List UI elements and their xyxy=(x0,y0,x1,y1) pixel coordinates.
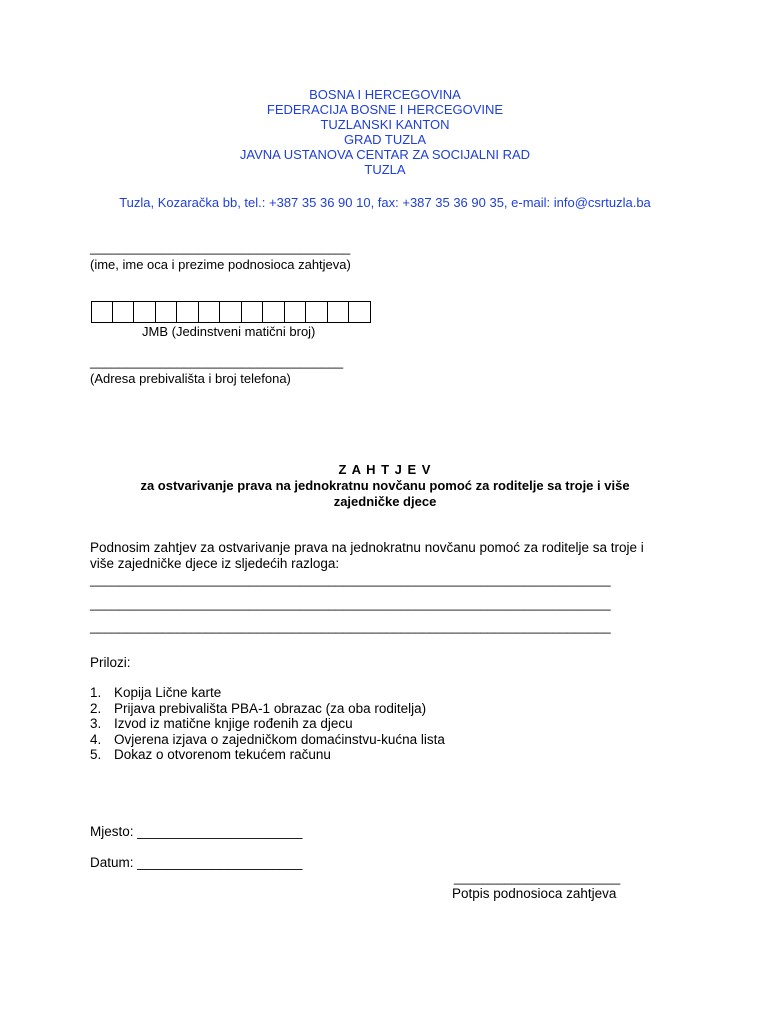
address-field-label: (Adresa prebivališta i broj telefona) xyxy=(90,371,291,386)
reason-blank-line[interactable]: ________________________________________________________________________ xyxy=(90,572,611,587)
signature-label: Potpis podnosioca zahtjeva xyxy=(452,886,617,901)
jmb-boxes[interactable] xyxy=(91,301,371,323)
list-item-text: Dokaz o otvorenom tekućem računu xyxy=(114,747,331,762)
jmb-digit-box[interactable] xyxy=(349,301,371,323)
header-line-city: GRAD TUZLA xyxy=(343,132,427,147)
list-item xyxy=(90,701,445,717)
list-item-text: Prijava prebivališta PBA-1 obrazac (za oba roditelja) xyxy=(114,700,427,716)
document-subtitle-line1: za ostvarivanje prava na jednokratnu novčanu pomoć za roditelje sa troje i više xyxy=(140,478,630,493)
attachments-list xyxy=(90,685,445,763)
list-item-text: Izvod iz matične knjige rođenih za djecu xyxy=(114,716,353,731)
document-title: Z A H T J E V xyxy=(338,462,432,477)
list-item-text: Ovjerena izjava o zajedničkom domaćinstvu-kućna lista xyxy=(114,731,445,747)
document-subtitle-line2: zajedničke djece xyxy=(333,494,437,509)
header-line-canton: TUZLANSKI KANTON xyxy=(320,117,450,132)
jmb-digit-box[interactable] xyxy=(177,301,199,323)
jmb-digit-box[interactable] xyxy=(134,301,156,323)
reason-blank-line[interactable]: ________________________________________________________________________ xyxy=(90,596,611,611)
request-text-line2: više zajedničke djece iz sljedećih razloga: xyxy=(90,556,340,571)
header-line-country: BOSNA I HERCEGOVINA xyxy=(309,87,461,102)
place-field[interactable]: Mjesto: ______________________ xyxy=(90,824,303,839)
header-line-institution: JAVNA USTANOVA CENTAR ZA SOCIJALNI RAD xyxy=(239,147,531,162)
list-item xyxy=(90,685,445,701)
date-field[interactable]: Datum: ______________________ xyxy=(90,855,303,870)
request-text-line1: Podnosim zahtjev za ostvarivanje prava na jednokratnu novčanu pomoć za roditelje sa troje i xyxy=(90,540,644,555)
list-item-number: 1. xyxy=(90,685,102,700)
list-item-number: 5. xyxy=(90,747,102,762)
jmb-digit-box[interactable] xyxy=(91,301,113,323)
list-item-number: 2. xyxy=(90,700,102,716)
name-field-line[interactable]: ____________________________________ xyxy=(90,240,351,255)
jmb-digit-box[interactable] xyxy=(113,301,135,323)
list-item xyxy=(90,716,445,732)
header-contact: Tuzla, Kozaračka bb, tel.: +387 35 36 90 10, fax: +387 35 36 90 35, e-mail: info@csrtuzla.ba xyxy=(119,195,651,210)
list-item-number: 4. xyxy=(90,731,102,747)
attachments-heading: Prilozi: xyxy=(90,655,131,670)
address-field-line[interactable]: ___________________________________ xyxy=(90,354,344,369)
signature-line[interactable]: _______________________ xyxy=(454,870,621,885)
header-block xyxy=(0,87,770,177)
jmb-label: JMB (Jedinstveni matični broj) xyxy=(142,324,316,339)
jmb-digit-box[interactable] xyxy=(263,301,285,323)
jmb-digit-box[interactable] xyxy=(156,301,178,323)
jmb-digit-box[interactable] xyxy=(306,301,328,323)
jmb-digit-box[interactable] xyxy=(328,301,350,323)
name-field-label: (ime, ime oca i prezime podnosioca zahtjeva) xyxy=(90,257,351,272)
header-line-town: TUZLA xyxy=(364,162,406,177)
list-item xyxy=(90,732,445,748)
header-line-federation: FEDERACIJA BOSNE I HERCEGOVINE xyxy=(266,102,504,117)
list-item-text: Kopija Lične karte xyxy=(114,685,222,700)
reason-blank-line[interactable]: ________________________________________________________________________ xyxy=(90,619,611,634)
list-item xyxy=(90,747,445,763)
jmb-digit-box[interactable] xyxy=(199,301,221,323)
jmb-digit-box[interactable] xyxy=(220,301,242,323)
jmb-digit-box[interactable] xyxy=(285,301,307,323)
list-item-number: 3. xyxy=(90,716,102,731)
jmb-digit-box[interactable] xyxy=(242,301,264,323)
